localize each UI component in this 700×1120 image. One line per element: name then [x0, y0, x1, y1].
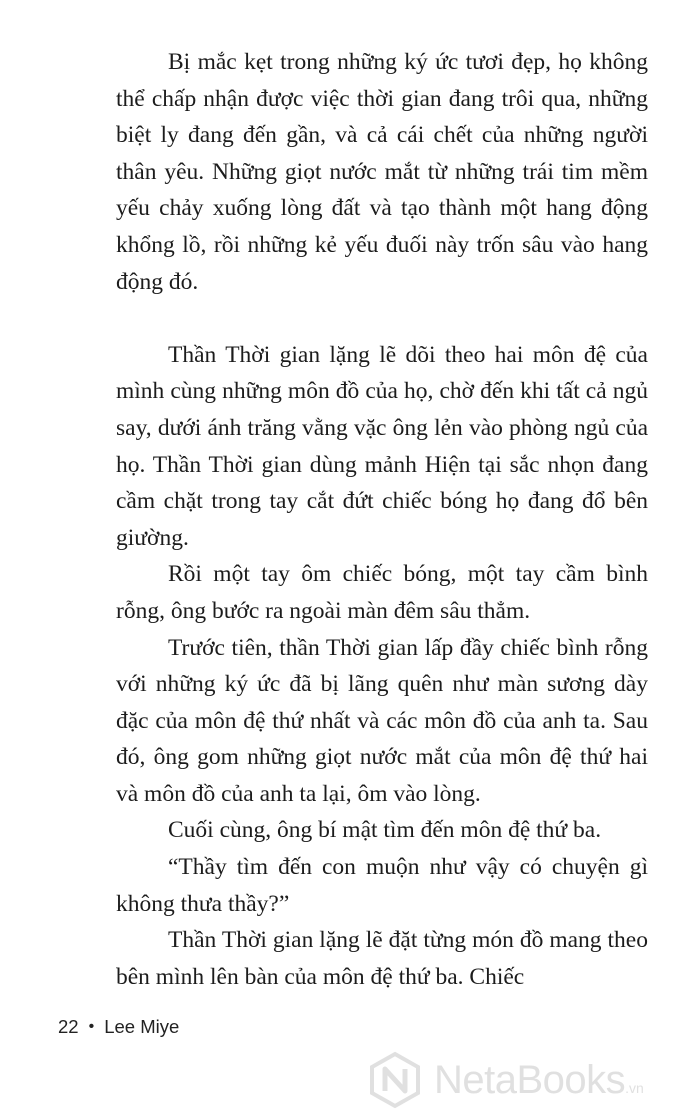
watermark-suffix: .vn [625, 1080, 644, 1096]
watermark-text [434, 1060, 644, 1100]
watermark [366, 1046, 696, 1114]
paragraph-4: Trước tiên, thần Thời gian lấp đầy chiếc bình rỗng với những ký ức đã bị lãng quên như màn sương dày đặc của môn đệ thứ nhất và các môn đồ của anh ta. Sau đó, ông gom những giọt nước mắt của môn đệ thứ hai và môn đồ của anh ta lại, ôm vào lòng. [116, 634, 648, 807]
paragraph-5: Cuối cùng, ông bí mật tìm đến môn đệ thứ ba. [168, 817, 602, 844]
netabooks-logo-icon [366, 1051, 424, 1109]
page-footer [58, 1016, 179, 1038]
paragraph-7: Thần Thời gian lặng lẽ đặt từng món đồ mang theo bên mình lên bàn của môn đệ thứ ba. Chiếc [116, 927, 648, 990]
paragraph-3: Rồi một tay ôm chiếc bóng, một tay cầm bình rỗng, ông bước ra ngoài màn đêm sâu thẳm. [116, 561, 648, 624]
body-text [116, 44, 648, 995]
page-number: 22 [58, 1016, 79, 1037]
paragraph-6-dialogue: “Thầy tìm đến con muộn như vậy có chuyện gì không thưa thầy?” [116, 854, 648, 917]
footer-bullet: • [88, 1018, 95, 1035]
author-name: Lee Miye [104, 1016, 180, 1037]
paragraph-1: Bị mắc kẹt trong những ký ức tươi đẹp, họ không thể chấp nhận được việc thời gian đang trôi qua, những biệt ly đang đến gần, và cả cái chết của những người thân yêu. Những giọt nước mắt từ những trái tim mềm yếu chảy xuống lòng đất và tạo thành một hang động khổng lồ, rồi những kẻ yếu đuối này trốn sâu vào hang động đó. [116, 49, 648, 295]
paragraph-2: Thần Thời gian lặng lẽ dõi theo hai môn đệ của mình cùng những môn đồ của họ, chờ đến khi tất cả ngủ say, dưới ánh trăng vằng vặc ông lẻn vào phòng ngủ của họ. Thần Thời gian dùng mảnh Hiện tại sắc nhọn đang cầm chặt trong tay cắt đứt chiếc bóng họ đang đổ bên giường. [116, 341, 648, 551]
watermark-brand: NetaBooks [434, 1058, 626, 1102]
